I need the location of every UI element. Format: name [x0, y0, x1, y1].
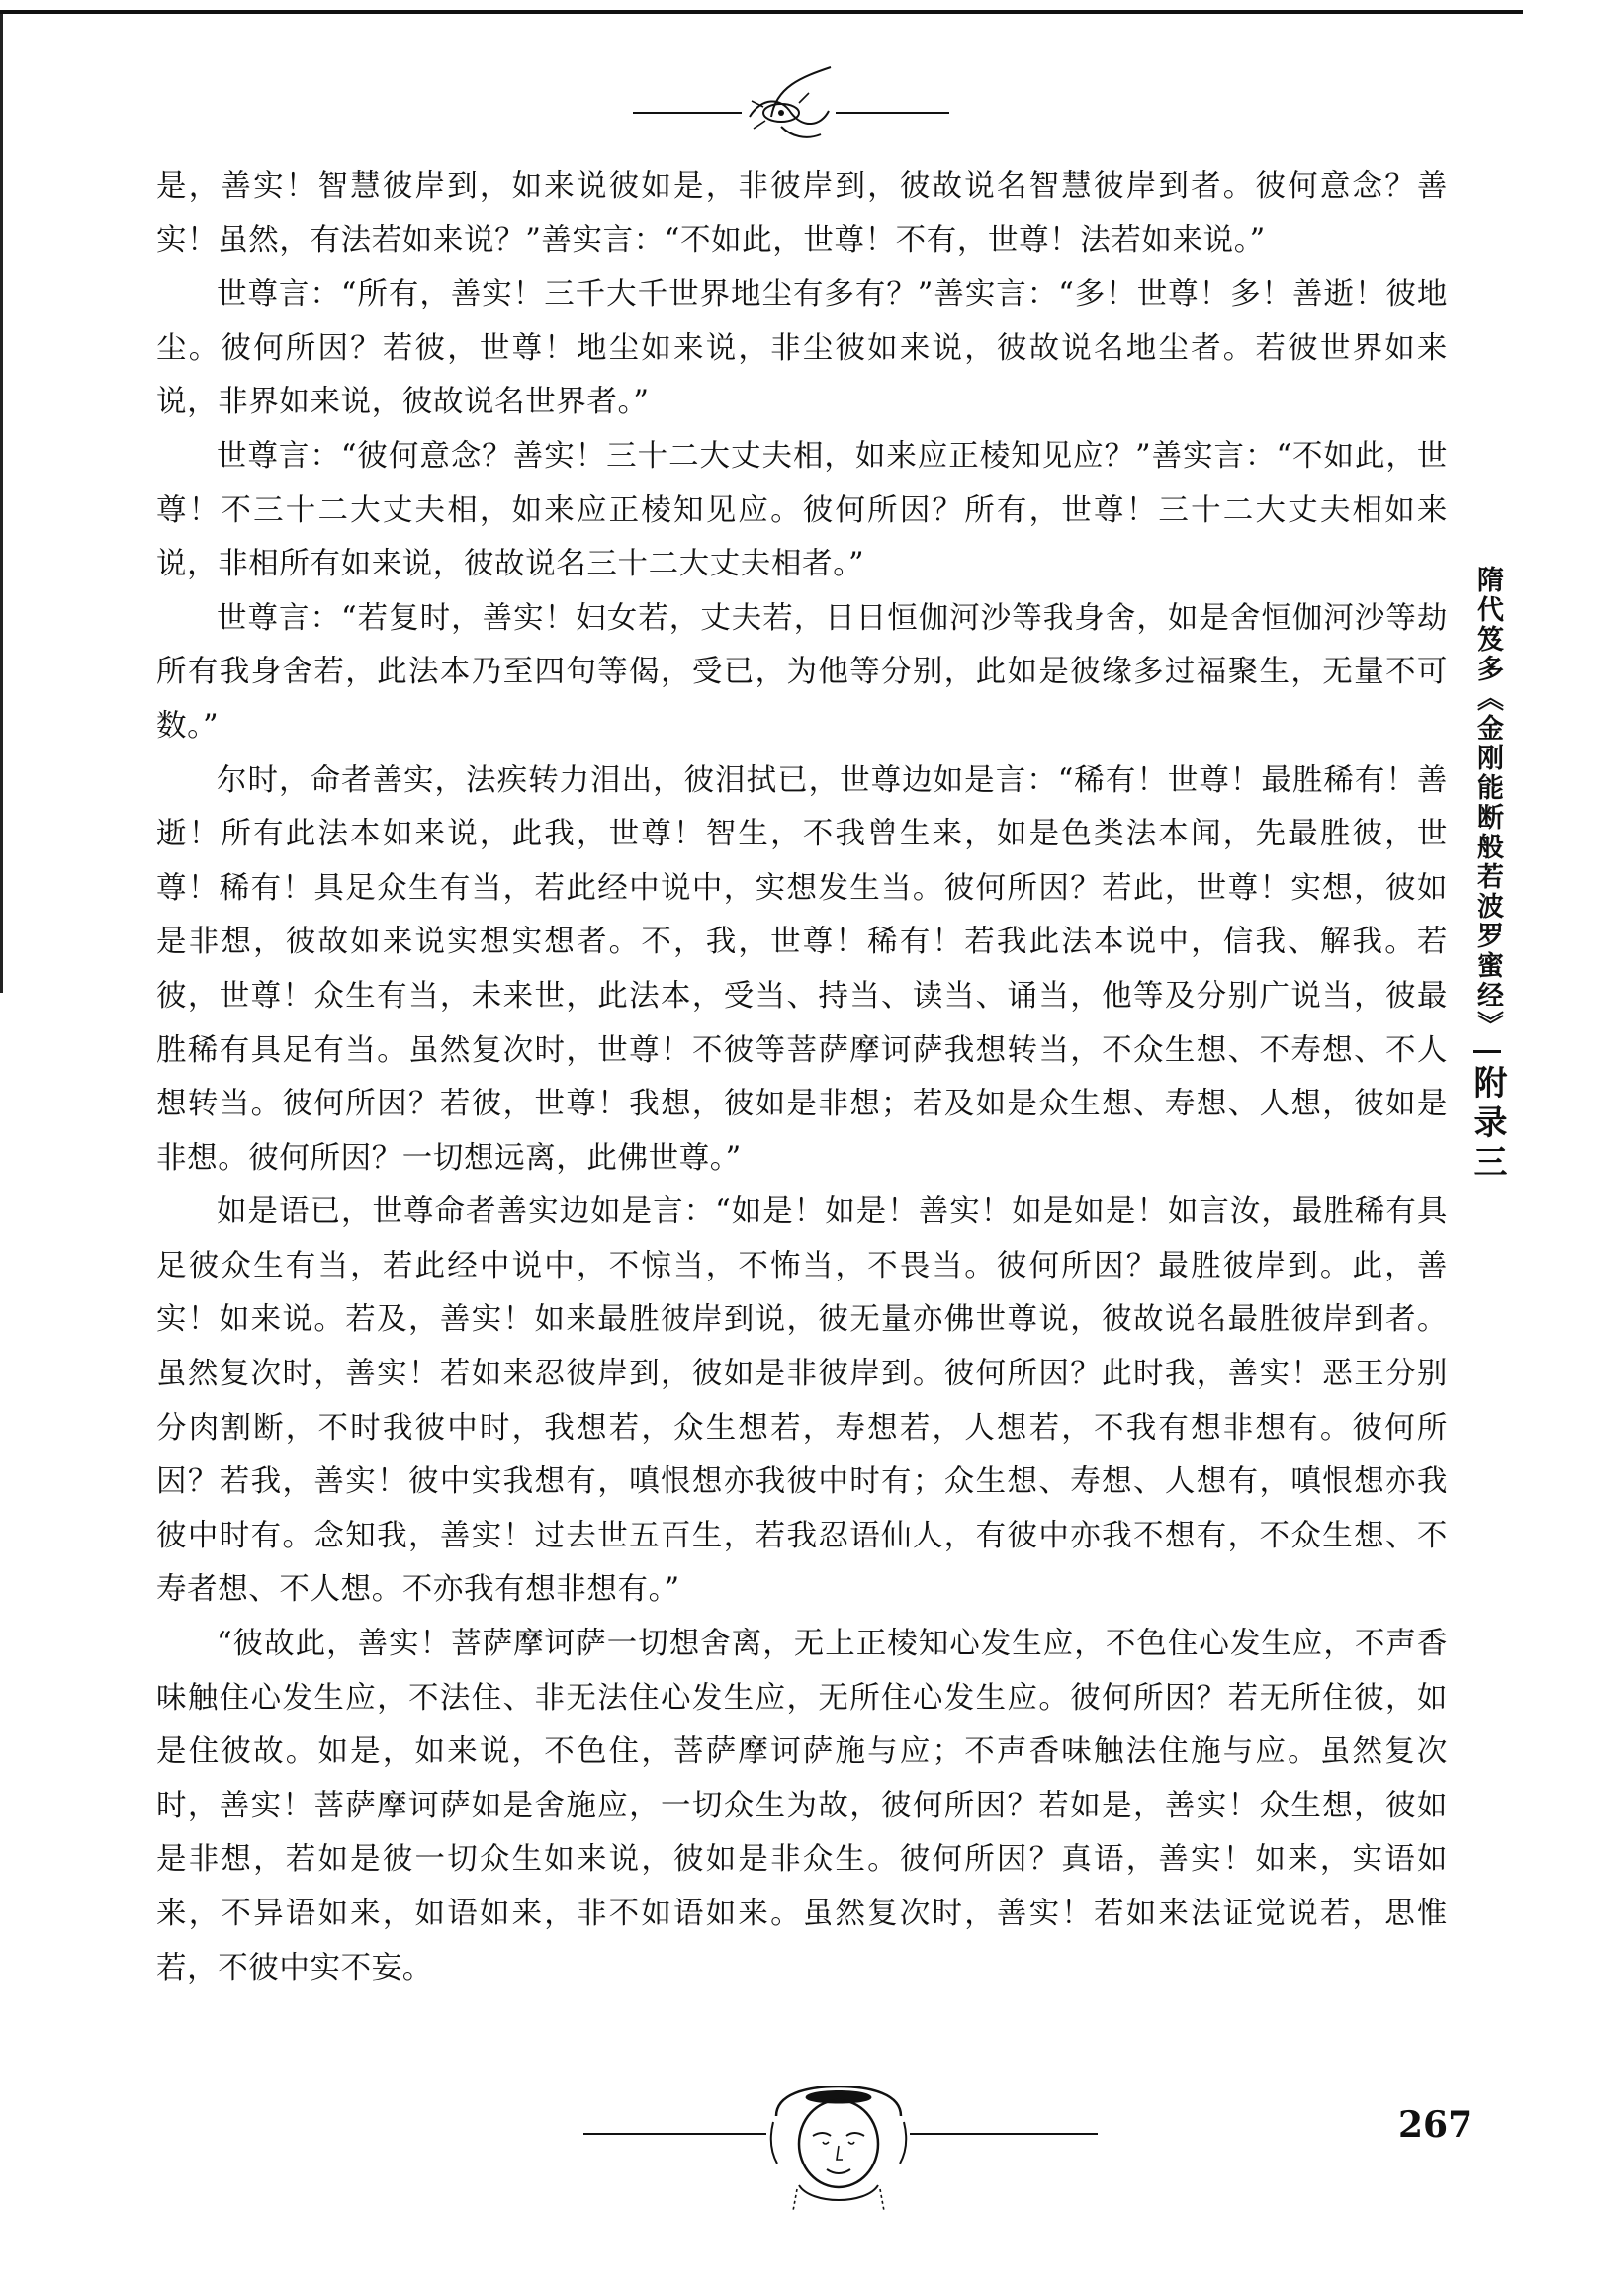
running-side-title — [1468, 566, 1507, 1184]
paragraph: “彼故此，善实！菩萨摩诃萨一切想舍离，无上正棱知心发生应，不色住心发生应，不声香味触住心发生应，不法住、非无法住心发生应，无所住心发生应。彼何所因？若无所住彼，如是住彼故。如是，如来说，不色住，菩萨摩诃萨施与应；不声香味触法住施与应。虽然复次时，善实！菩萨摩诃萨如是舍施应，一切众生为故，彼何所因？若如是，善实！众生想，彼如是非想，若如是彼一切众生如来说，彼如是非众生。彼何所因？真语，善实！如来，实语如来，不异语如来，如语如来，非不如语如来。虽然复次时，善实！若如来法证觉说若，思惟若，不彼中实不妄。 — [156, 1627, 1448, 1986]
page-number: 267 — [1398, 2104, 1473, 2146]
side-divider — [1473, 1050, 1501, 1053]
book-title-vertical: 隋代笈多《金刚能断般若波罗蜜经》 — [1472, 566, 1503, 1040]
paragraph: 是，善实！智慧彼岸到，如来说彼如是，非彼岸到，彼故说名智慧彼岸到者。彼何意念？善实！虽然，有法若如来说？”善实言：“不如此，世尊！不有，世尊！法若如来说。” — [156, 169, 1448, 258]
paragraph: 如是语已，世尊命者善实边如是言：“如是！如是！善实！如是如是！如言汝，最胜稀有具足彼众生有当，若此经中说中，不惊当，不怖当，不畏当。彼何所因？最胜彼岸到。此，善实！如来说。若及，善实！如来最胜彼岸到说，彼无量亦佛世尊说，彼故说名最胜彼岸到者。虽然复次时，善实！若如来忍彼岸到，彼如是非彼岸到。彼何所因？此时我，善实！恶王分别分肉割断，不时我彼中时，我想若，众生想若，寿想若，人想若，不我有想非想有。彼何所因？若我，善实！彼中实我想有，嗔恨想亦我彼中时有；众生想、寿想、人想有，嗔恨想亦我彼中时有。念知我，善实！过去世五百生，若我忍语仙人，有彼中亦我不想有，不众生想、不寿者想、不人想。不亦我有想非想有。” — [156, 1194, 1448, 1608]
top-rule — [0, 10, 1523, 14]
flower-ornament-icon — [633, 57, 949, 152]
paragraph: 世尊言：“若复时，善实！妇女若，丈夫若，日日恒伽河沙等我身舍，如是舍恒伽河沙等劫所有我身舍若，此法本乃至四句等偈，受已，为他等分别，此如是彼缘多过福聚生，无量不可数。” — [156, 600, 1448, 744]
body-text — [156, 160, 1448, 1995]
buddha-head-icon — [564, 2086, 1117, 2235]
section-label: 附录三 — [1468, 1065, 1507, 1184]
paragraph: 世尊言：“彼何意念？善实！三十二大丈夫相，如来应正棱知见应？”善实言：“不如此，世尊！不三十二大丈夫相，如来应正棱知见应。彼何所因？所有，世尊！三十二大丈夫相如来说，非相所有如来说，彼故说名三十二大丈夫相者。” — [156, 438, 1448, 582]
paragraph: 尔时，命者善实，法疾转力泪出，彼泪拭已，世尊边如是言：“稀有！世尊！最胜稀有！善逝！所有此法本如来说，此我，世尊！智生，不我曾生来，如是色类法本闻，先最胜彼，世尊！稀有！具足众生有当，若此经中说中，实想发生当。彼何所因？若此，世尊！实想，彼如是非想，彼故如来说实想实想者。不，我，世尊！稀有！若我此法本说中，信我、解我。若彼，世尊！众生有当，未来世，此法本，受当、持当、读当、诵当，他等及分别广说当，彼最胜稀有具足有当。虽然复次时，世尊！不彼等菩萨摩诃萨我想转当，不众生想、不寿想、不人想转当。彼何所因？若彼，世尊！我想，彼如是非想；若及如是众生想、寿想、人想，彼如是非想。彼何所因？一切想远离，此佛世尊。” — [156, 762, 1448, 1176]
page-edge-shadow — [0, 14, 3, 993]
paragraph: 世尊言：“所有，善实！三千大千世界地尘有多有？”善实言：“多！世尊！多！善逝！彼地尘。彼何所因？若彼，世尊！地尘如来说，非尘彼如来说，彼故说名地尘者。若彼世界如来说，非界如来说，彼故说名世界者。” — [156, 277, 1448, 420]
